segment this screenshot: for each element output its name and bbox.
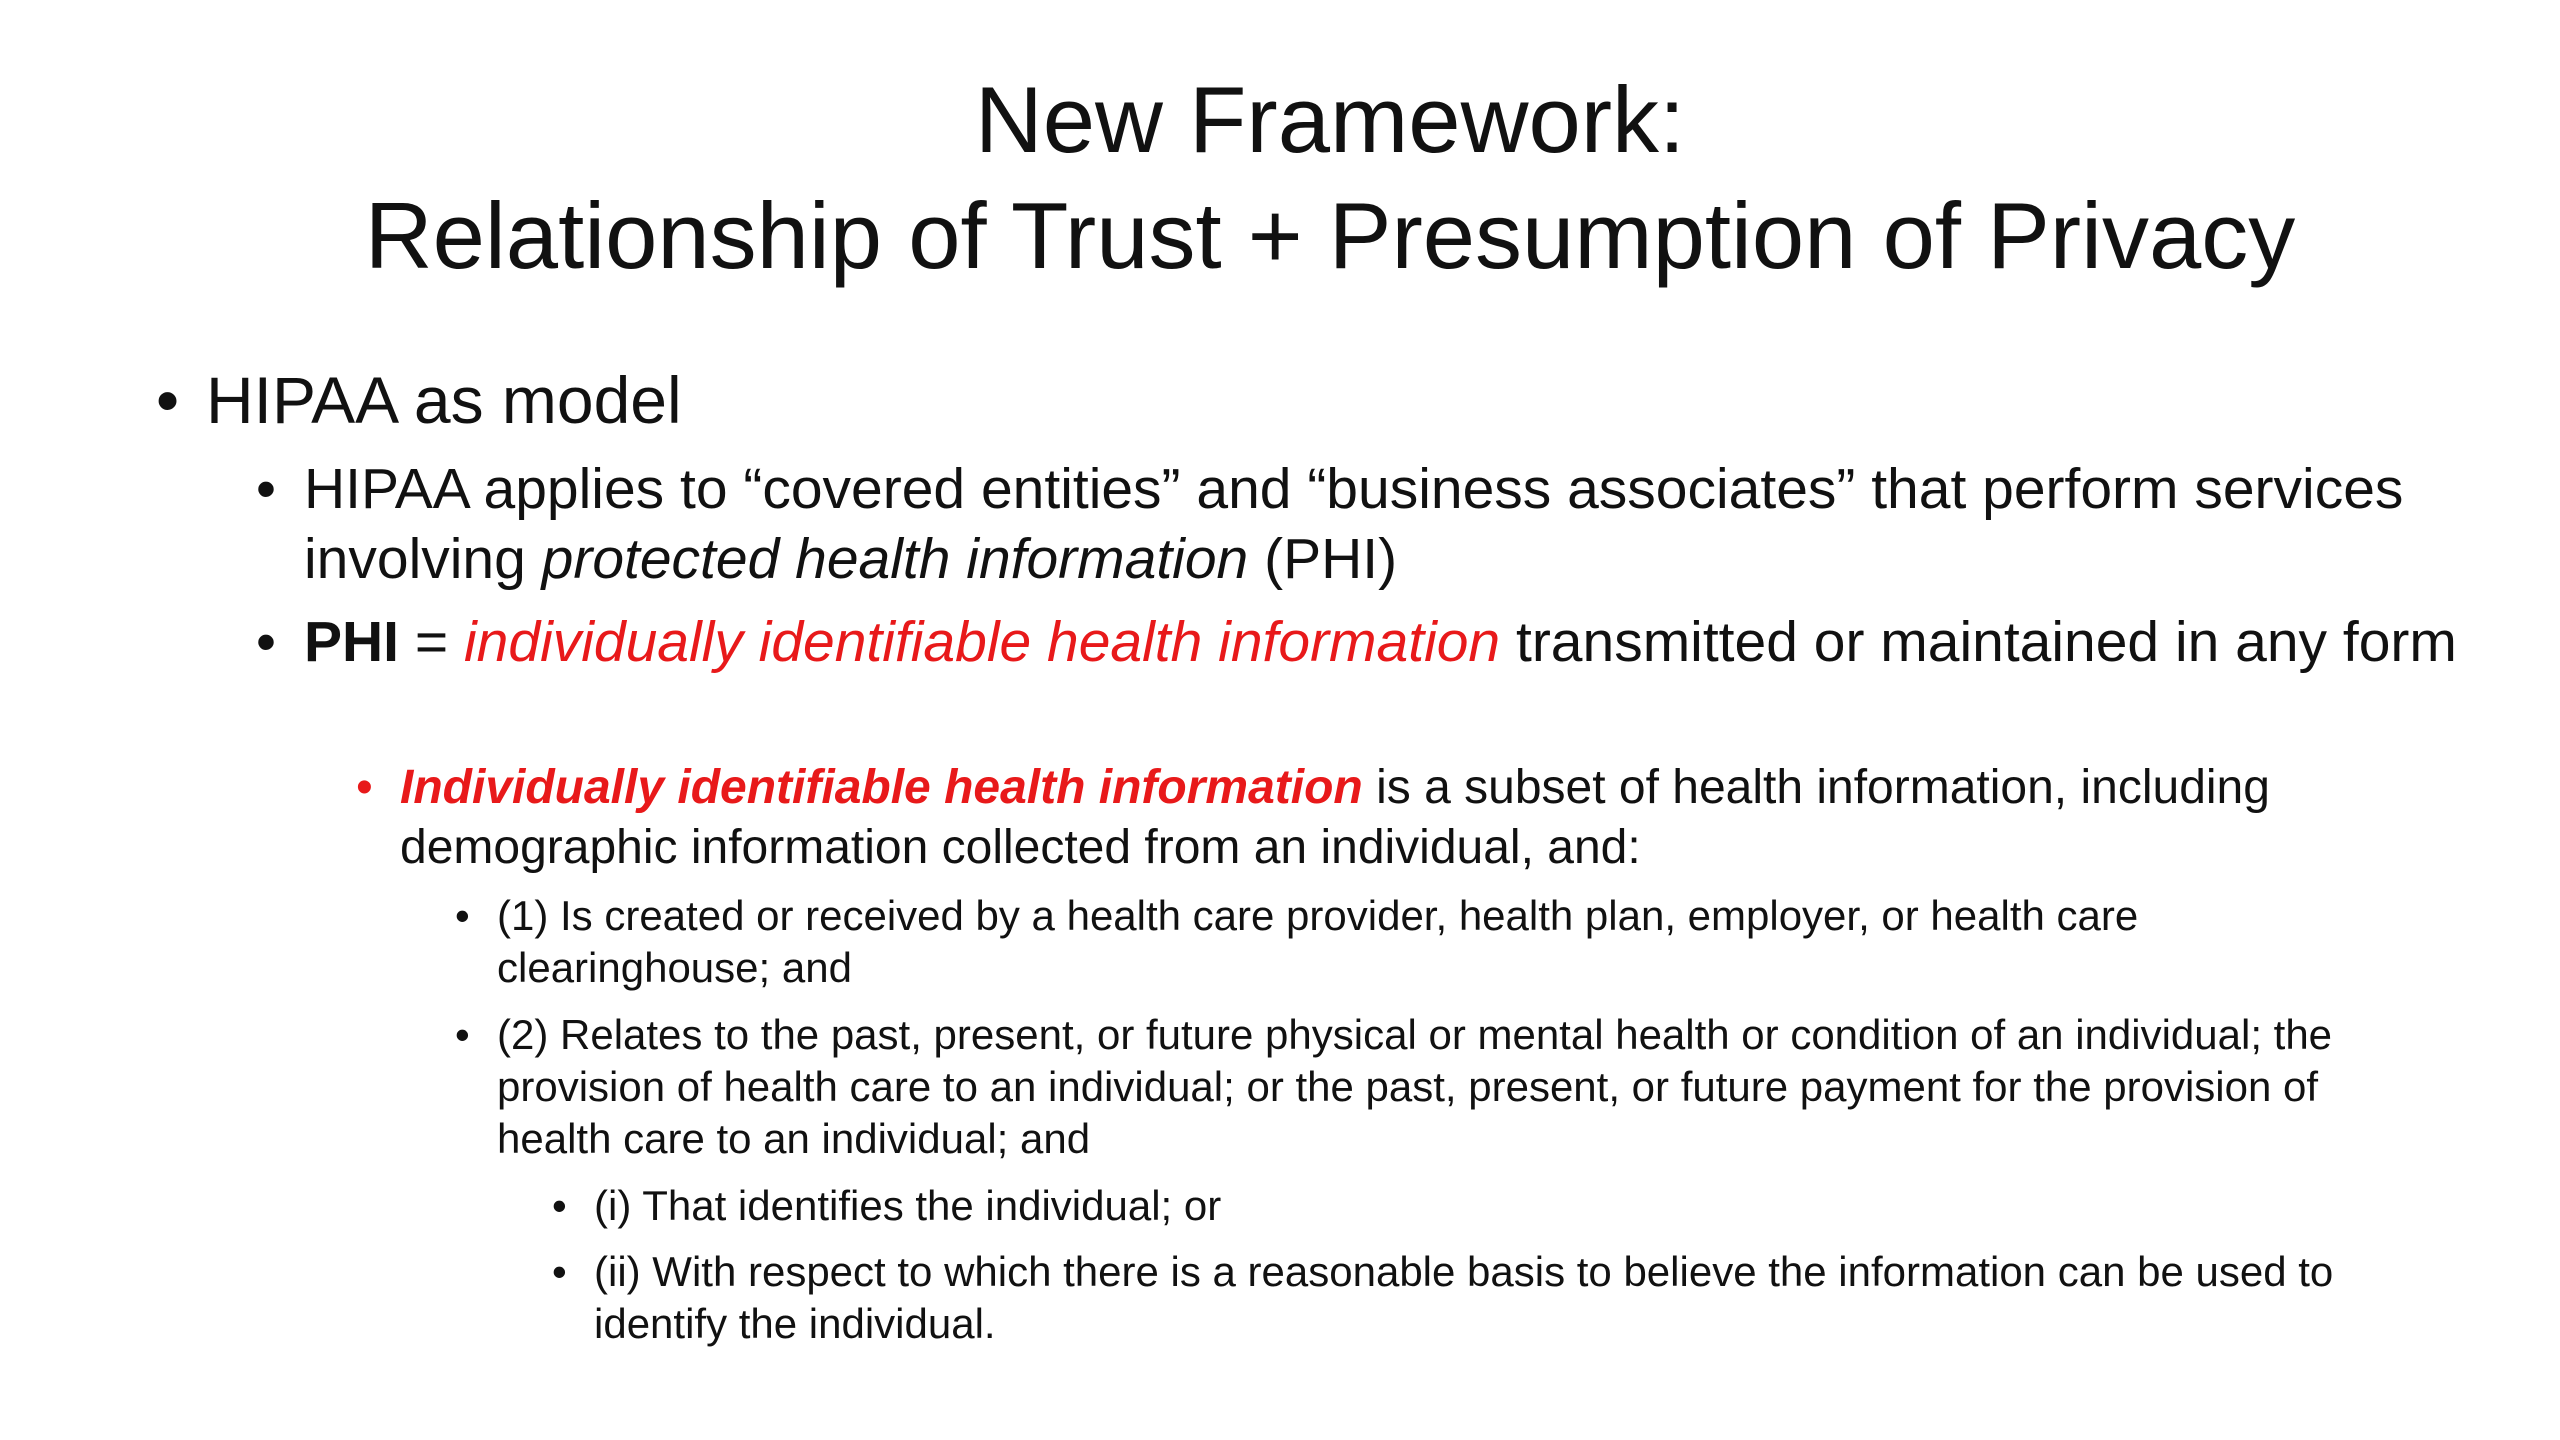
bullet-criterion-2: [455, 1009, 2397, 1165]
bullet-text: (1) Is created or received by a health care provider, health plan, employer, or health care clearinghouse; and: [497, 892, 2139, 991]
phi-red-phrase: individually identifiable health information: [464, 610, 1501, 674]
applies-text-1: HIPAA applies to “covered entities” and “business associates” that perform services involving: [304, 457, 2404, 591]
iihi-rest: is a subset of health information, including demographic information collected from an individual, and:: [400, 761, 2270, 874]
bullet-phi-definition: [256, 607, 2464, 677]
bullet-criterion-1: [455, 890, 2397, 994]
bullet-dot: •: [256, 457, 276, 521]
bullet-text: [304, 607, 2464, 677]
bullet-text: (i) That identifies the individual; or: [594, 1182, 1222, 1229]
bullet-hipaa-as-model: [156, 358, 2456, 442]
bullet-dot: •: [256, 610, 276, 674]
bullet-dot: •: [455, 892, 470, 939]
bullet-dot-red: •: [356, 761, 373, 814]
bullet-dot: •: [552, 1248, 567, 1295]
iihi-red-term: Individually identifiable health information: [400, 761, 1363, 814]
bullet-hipaa-applies: [256, 454, 2464, 594]
slide-title-line-2: Relationship of Trust + Presumption of Privacy: [364, 183, 2296, 288]
bullet-text: [400, 758, 2300, 878]
bullet-iihi-definition: [356, 758, 2300, 878]
applies-text-2: (PHI): [1248, 527, 1398, 591]
bullet-sub-i: [552, 1180, 2444, 1232]
bullet-dot: •: [455, 1011, 470, 1058]
bullet-sub-ii: [552, 1246, 2444, 1350]
bullet-text: (2) Relates to the past, present, or future physical or mental health or condition of an individual; the provision of health care to an individual; or the past, present, or future payment for the provision of health care to an individual; and: [497, 1011, 2333, 1162]
phi-equals: =: [399, 610, 464, 674]
bullet-text: [304, 454, 2464, 594]
bullet-dot: •: [156, 363, 180, 437]
bullet-text: (ii) With respect to which there is a reasonable basis to believe the information can be used to identify the individual.: [594, 1248, 2334, 1347]
phi-term: PHI: [304, 610, 400, 674]
applies-italic-phrase: protected health information: [541, 527, 1249, 591]
bullet-dot: •: [552, 1182, 567, 1229]
phi-rest: transmitted or maintained in any form: [1500, 610, 2457, 674]
slide-title-line-1: New Framework:: [974, 67, 1686, 172]
bullet-text: HIPAA as model: [206, 363, 682, 437]
